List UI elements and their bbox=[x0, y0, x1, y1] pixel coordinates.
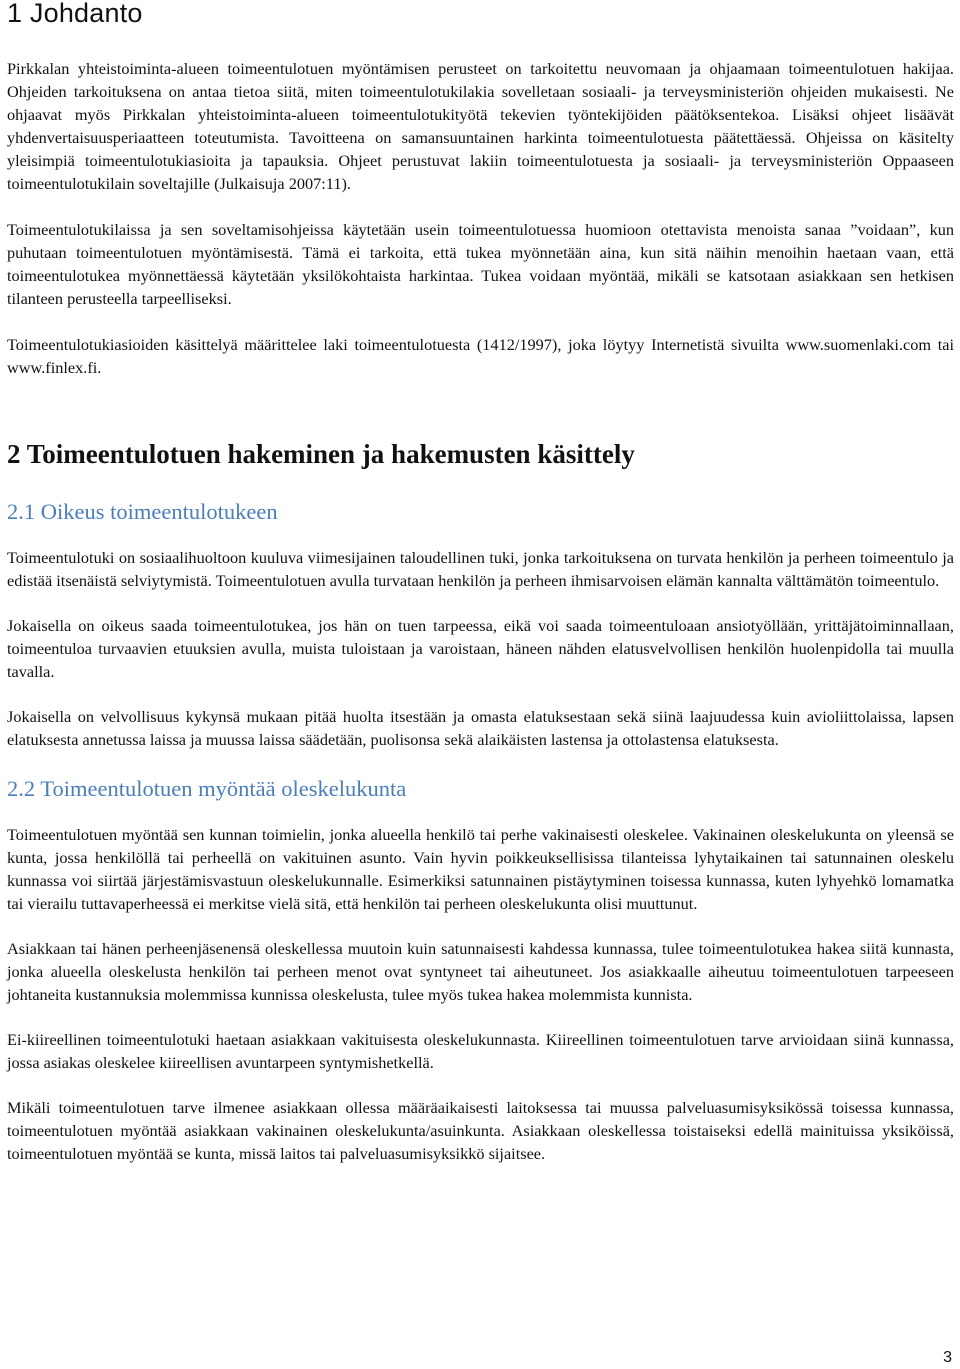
section-2-2-heading: 2.2 Toimeentulotuen myöntää oleskelukunta bbox=[7, 776, 407, 801]
section-2-2-paragraph-2: Asiakkaan tai hänen perheenjäsenensä oleskellessa muutoin kuin satunnaisesti kahdessa kunnassa, tulee toimeentulotukea hakea siitä kunnasta, jonka alueella oleskelusta henkilön tai perheen menot ovat syntyneet tai aiheutuneet. Jos asiakkaalle aiheutuu toimeentulotuen tarpeeseen johtaneita kustannuksia molemmissa kunnissa oleskelusta, tulee myös tukea hakea molemmista kunnista. bbox=[7, 939, 954, 1004]
section-2-1-heading: 2.1 Oikeus toimeentulotukeen bbox=[7, 499, 278, 524]
section-2-2-paragraph-1: Toimeentulotuen myöntää sen kunnan toimielin, jonka alueella henkilö tai perhe vakinaisesti oleskelee. Vakinainen oleskelukunta on yleensä se kunta, jossa henkilöllä tai perheellä on vakituinen asunto. Vain hyvin poikkeuksellisissa tilanteissa lyhytaikainen tai satunnainen oleskelu kunnassa voi siirtää järjestämisvastuun oleskelukunnalle. Esimerkiksi satunnainen pistäytyminen toisessa kunnassa, kuten lyhyehkö lomamatka tai vierailu tuttavaperheessä ei merkitse vielä sitä, että henkilön tai perheen oleskelukunta olisi muuttunut. bbox=[7, 825, 954, 913]
section-1-paragraph-1: Pirkkalan yhteistoiminta-alueen toimeentulotuen myöntämisen perusteet on tarkoitettu neuvomaan ja ohjaamaan toimeentulotuen hakijaa. Ohjeiden tarkoituksena on antaa tietoa siitä, miten toimeentulotukilakia sovelletaan sosiaali- ja terveysministeriön ohjeiden mukaisesti. Ne ohjaavat myös Pirkkalan yhteistoiminta-alueen toimeentulotukityötä tekevien työntekijöiden päätöksentekoa. Lisäksi ohjeet lisäävät yhdenvertaisuusperiaatteen toteutumista. Tavoitteena on samansuuntainen harkinta toimeentulotuesta päätettäessä. Ohjeissa on käsitelty yleisimpiä toimeentulotukiasioita ja tapauksia. Ohjeet perustuvat lakiin toimeentulotuesta ja sosiaali- ja terveysministeriön Oppaaseen toimeentulotukilain soveltajille (Julkaisuja 2007:11). bbox=[7, 59, 954, 193]
section-2-1-paragraph-3: Jokaisella on velvollisuus kykynsä mukaan pitää huolta itsestään ja omasta elatuksestaan sekä siinä laajuudessa kuin avioliittolaissa, lapsen elatuksesta annetussa laissa ja muussa laissa säädetään, puolisonsa sekä alaikäisten lastensa ja ottolastensa elatuksesta. bbox=[7, 707, 954, 749]
section-2-heading: 2 Toimeentulotuen hakeminen ja hakemusten käsittely bbox=[7, 439, 635, 469]
section-1-heading: 1 Johdanto bbox=[7, 0, 143, 28]
page-number: 3 bbox=[943, 1349, 952, 1366]
section-2-2-paragraph-4: Mikäli toimeentulotuen tarve ilmenee asiakkaan ollessa määräaikaisesti laitoksessa tai muussa palveluasumisyksikössä toisessa kunnassa, toimeentulotuen myöntää asiakkaan vakinainen oleskelukunta/asuinkunta. Asiakkaan oleskellessa toistaiseksi edellä mainituissa yksiköissä, toimeentulotuen myöntää se kunta, missä laitos tai palveluasumisyksikkö sijaitsee. bbox=[7, 1098, 954, 1163]
section-2-1-paragraph-1: Toimeentulotuki on sosiaalihuoltoon kuuluva viimesijainen taloudellinen tuki, jonka tarkoituksena on turvata henkilön ja perheen toimeentulo ja edistää itsenäistä selviytymistä. Toimeentulotuen avulla turvataan henkilön ja perheen ihmisarvoisen elämän kannalta välttämätön toimeentulo. bbox=[7, 548, 954, 590]
section-1-paragraph-3: Toimeentulotukiasioiden käsittelyä määrittelee laki toimeentulotuesta (1412/1997), joka löytyy Internetistä sivuilta www.suomenlaki.com tai www.finlex.fi. bbox=[7, 335, 954, 377]
section-1-paragraph-2: Toimeentulotukilaissa ja sen soveltamisohjeissa käytetään usein toimeentulotuessa huomioon otettavista menoista sanaa ”voidaan”, kun puhutaan toimeentulotuen myöntämisestä. Tämä ei tarkoita, että tukea myönnetään aina, kun sitä näihin menoihin haetaan vaan, että toimeentulotukea myönnettäessä käytetään yksilökohtaista harkintaa. Tukea voidaan myöntää, mikäli se katsotaan asiakkaan sen hetkisen tilanteen perusteella tarpeelliseksi. bbox=[7, 220, 954, 308]
section-2-1-paragraph-2: Jokaisella on oikeus saada toimeentulotukea, jos hän on tuen tarpeessa, eikä voi saada toimeentuloaan ansiotyöllään, yrittäjätoiminnallaan, toimeentuloa turvaavien etuuksien avulla, muista tuloistaan ja varoistaan, häneen nähden elatusvelvollisen henkilön huolenpidolla tai muulla tavalla. bbox=[7, 616, 954, 681]
section-2-2-paragraph-3: Ei-kiireellinen toimeentulotuki haetaan asiakkaan vakituisesta oleskelukunnasta. Kiireellinen toimeentulotuen tarve arvioidaan siinä kunnassa, jossa asiakas oleskelee kiireellisen avuntarpeen syntymishetkellä. bbox=[7, 1030, 954, 1072]
